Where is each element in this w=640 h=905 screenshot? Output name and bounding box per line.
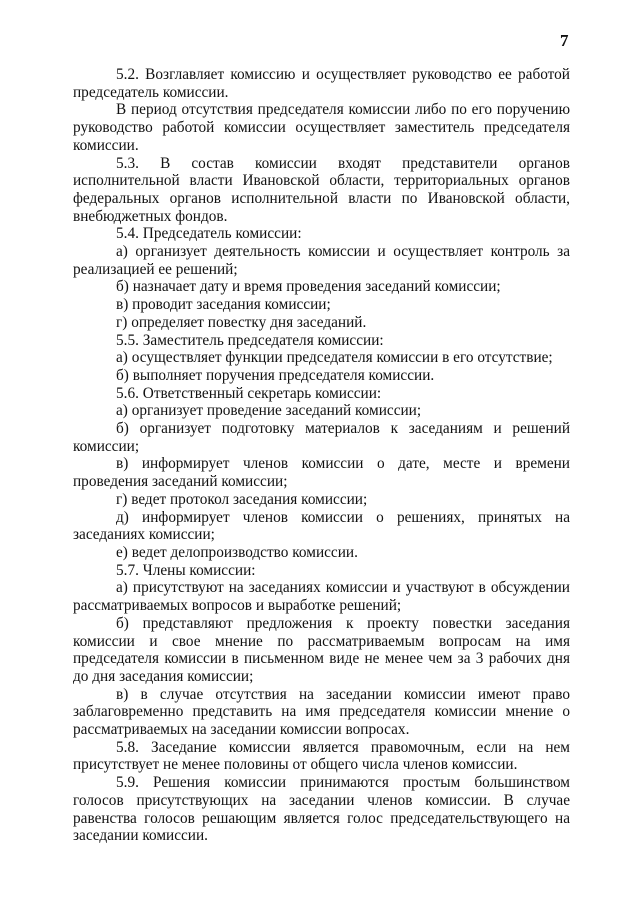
paragraph-deputy: В период отсутствия председателя комиссии либо по его поручению руководство работой комиссии осуществляет заместитель председателя комиссии. (73, 101, 570, 154)
list-item: а) организует проведение заседаний комиссии; (116, 402, 422, 420)
list-item: д) информирует членов комиссии о решениях, принятых на заседаниях комиссии; (73, 508, 570, 544)
document-body (73, 66, 570, 845)
paragraph-5-4: 5.4. Председатель комиссии: (116, 225, 302, 243)
page-number: 7 (560, 31, 569, 50)
list-item: в) в случае отсутствия на заседании комиссии имеют право заблаговременно представить на имя председателя комиссии мнение о рассматриваемых на заседании комиссии вопросах. (73, 685, 570, 739)
list-item: а) организует деятельность комиссии и осуществляет контроль за реализацией ее решений; (73, 243, 570, 278)
list-item: б) организует подготовку материалов к заседаниям и решений комиссии; (73, 420, 570, 455)
list-item: е) ведет делопроизводство комиссии. (116, 543, 358, 561)
paragraph-5-6: 5.6. Ответственный секретарь комиссии: (116, 384, 382, 402)
list-item: в) информирует членов комиссии о дате, месте и времени проведения заседаний комиссии; (73, 455, 570, 491)
paragraph-5-3: 5.3. В состав комиссии входят представители органов исполнительной власти Ивановской области, территориальных органов федеральных органов исполнительной власти по Ивановской области, внебюджетных фондов. (73, 154, 570, 225)
list-item: г) ведет протокол заседания комиссии; (116, 490, 368, 508)
list-item: г) определяет повестку дня заседаний. (116, 313, 367, 331)
list-item: а) присутствуют на заседаниях комиссии и участвуют в обсуждении рассматриваемых вопросов и выработке решений; (73, 579, 570, 615)
list-item: б) представляют предложения к проекту повестки заседания комиссии и свое мнение по рассматриваемым вопросам на имя председателя комиссии в письменном виде не менее чем за 3 рабочих дня до дня заседания комиссии; (73, 614, 570, 685)
list-item: а) осуществляет функции председателя комиссии в его отсутствие; (116, 349, 553, 367)
paragraph-5-9: 5.9. Решения комиссии принимаются простым большинством голосов присутствующих на заседании членов комиссии. В случае равенства голосов решающим является голос председательствующего на заседании комиссии. (73, 774, 570, 845)
paragraph-5-7: 5.7. Члены комиссии: (116, 561, 256, 579)
list-item: б) назначает дату и время проведения заседаний комиссии; (116, 278, 501, 296)
list-item: в) проводит заседания комиссии; (116, 296, 331, 314)
paragraph-5-2: 5.2. Возглавляет комиссию и осуществляет руководство ее работой председатель комиссии. (73, 66, 570, 101)
paragraph-5-8: 5.8. Заседание комиссии является правомочным, если на нем присутствует не менее половины от общего числа членов комиссии. (73, 738, 570, 774)
list-item: б) выполняет поручения председателя комиссии. (116, 366, 435, 384)
paragraph-5-5: 5.5. Заместитель председателя комиссии: (116, 331, 384, 349)
